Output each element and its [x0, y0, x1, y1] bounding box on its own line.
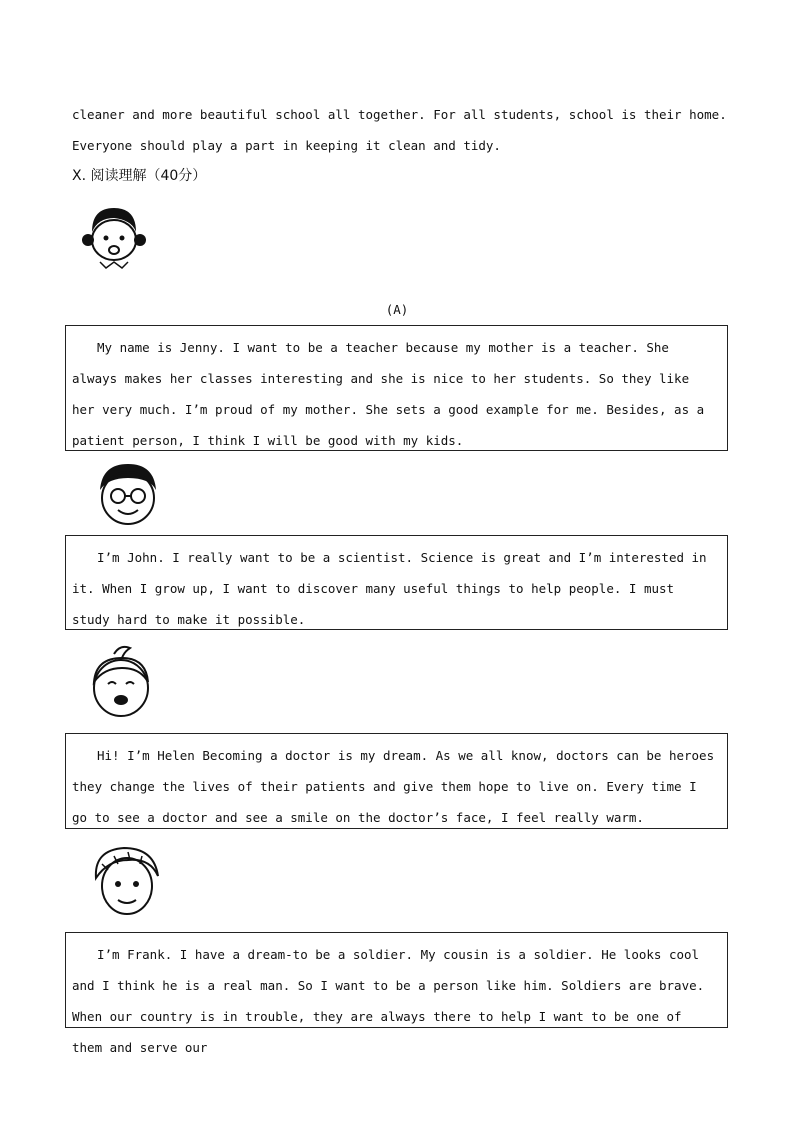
section-title: X. 阅读理解（40分）	[72, 168, 207, 184]
passage-box-john	[65, 535, 728, 630]
boy-messy-hair-icon	[88, 842, 166, 922]
girl-pigtails-icon	[78, 202, 150, 280]
passage-text: Hi! I’m Helen Becoming a doctor is my dream. As we all know, doctors can be heroes they change the lives of their patients and give them hope to live on. Every time I go to see a doctor and see a smile on the doctor’s face, I feel really warm.	[72, 748, 715, 825]
passage-box-helen	[65, 733, 728, 829]
intro-line-1: cleaner and more beautiful school all together. For all students, school is their home.	[72, 107, 727, 122]
intro-line-2: Everyone should play a part in keeping it clean and tidy.	[72, 138, 501, 153]
passage-text: My name is Jenny. I want to be a teacher because my mother is a teacher. She always makes her classes interesting and she is nice to her students. So they like her very much. I’m proud of my mother. She sets a good example for me. Besides, as a patient person, I think I will be good with my kids.	[72, 340, 705, 448]
passage-text: I’m John. I really want to be a scientist. Science is great and I’m interested in it. When I grow up, I want to discover many useful things to help people. I must study hard to make it possible.	[72, 550, 707, 627]
part-label: (A)	[385, 302, 409, 317]
girl-ponytail-icon	[84, 642, 158, 726]
passage-box-jenny	[65, 325, 728, 451]
boy-glasses-icon	[92, 460, 164, 532]
passage-text: I’m Frank. I have a dream-to be a soldier. My cousin is a soldier. He looks cool and I think he is a real man. So I want to be a person like him. Soldiers are brave. When our country is in trouble, they are always there to help I want to be one of them and serve our	[72, 947, 705, 1055]
passage-box-frank	[65, 932, 728, 1055]
